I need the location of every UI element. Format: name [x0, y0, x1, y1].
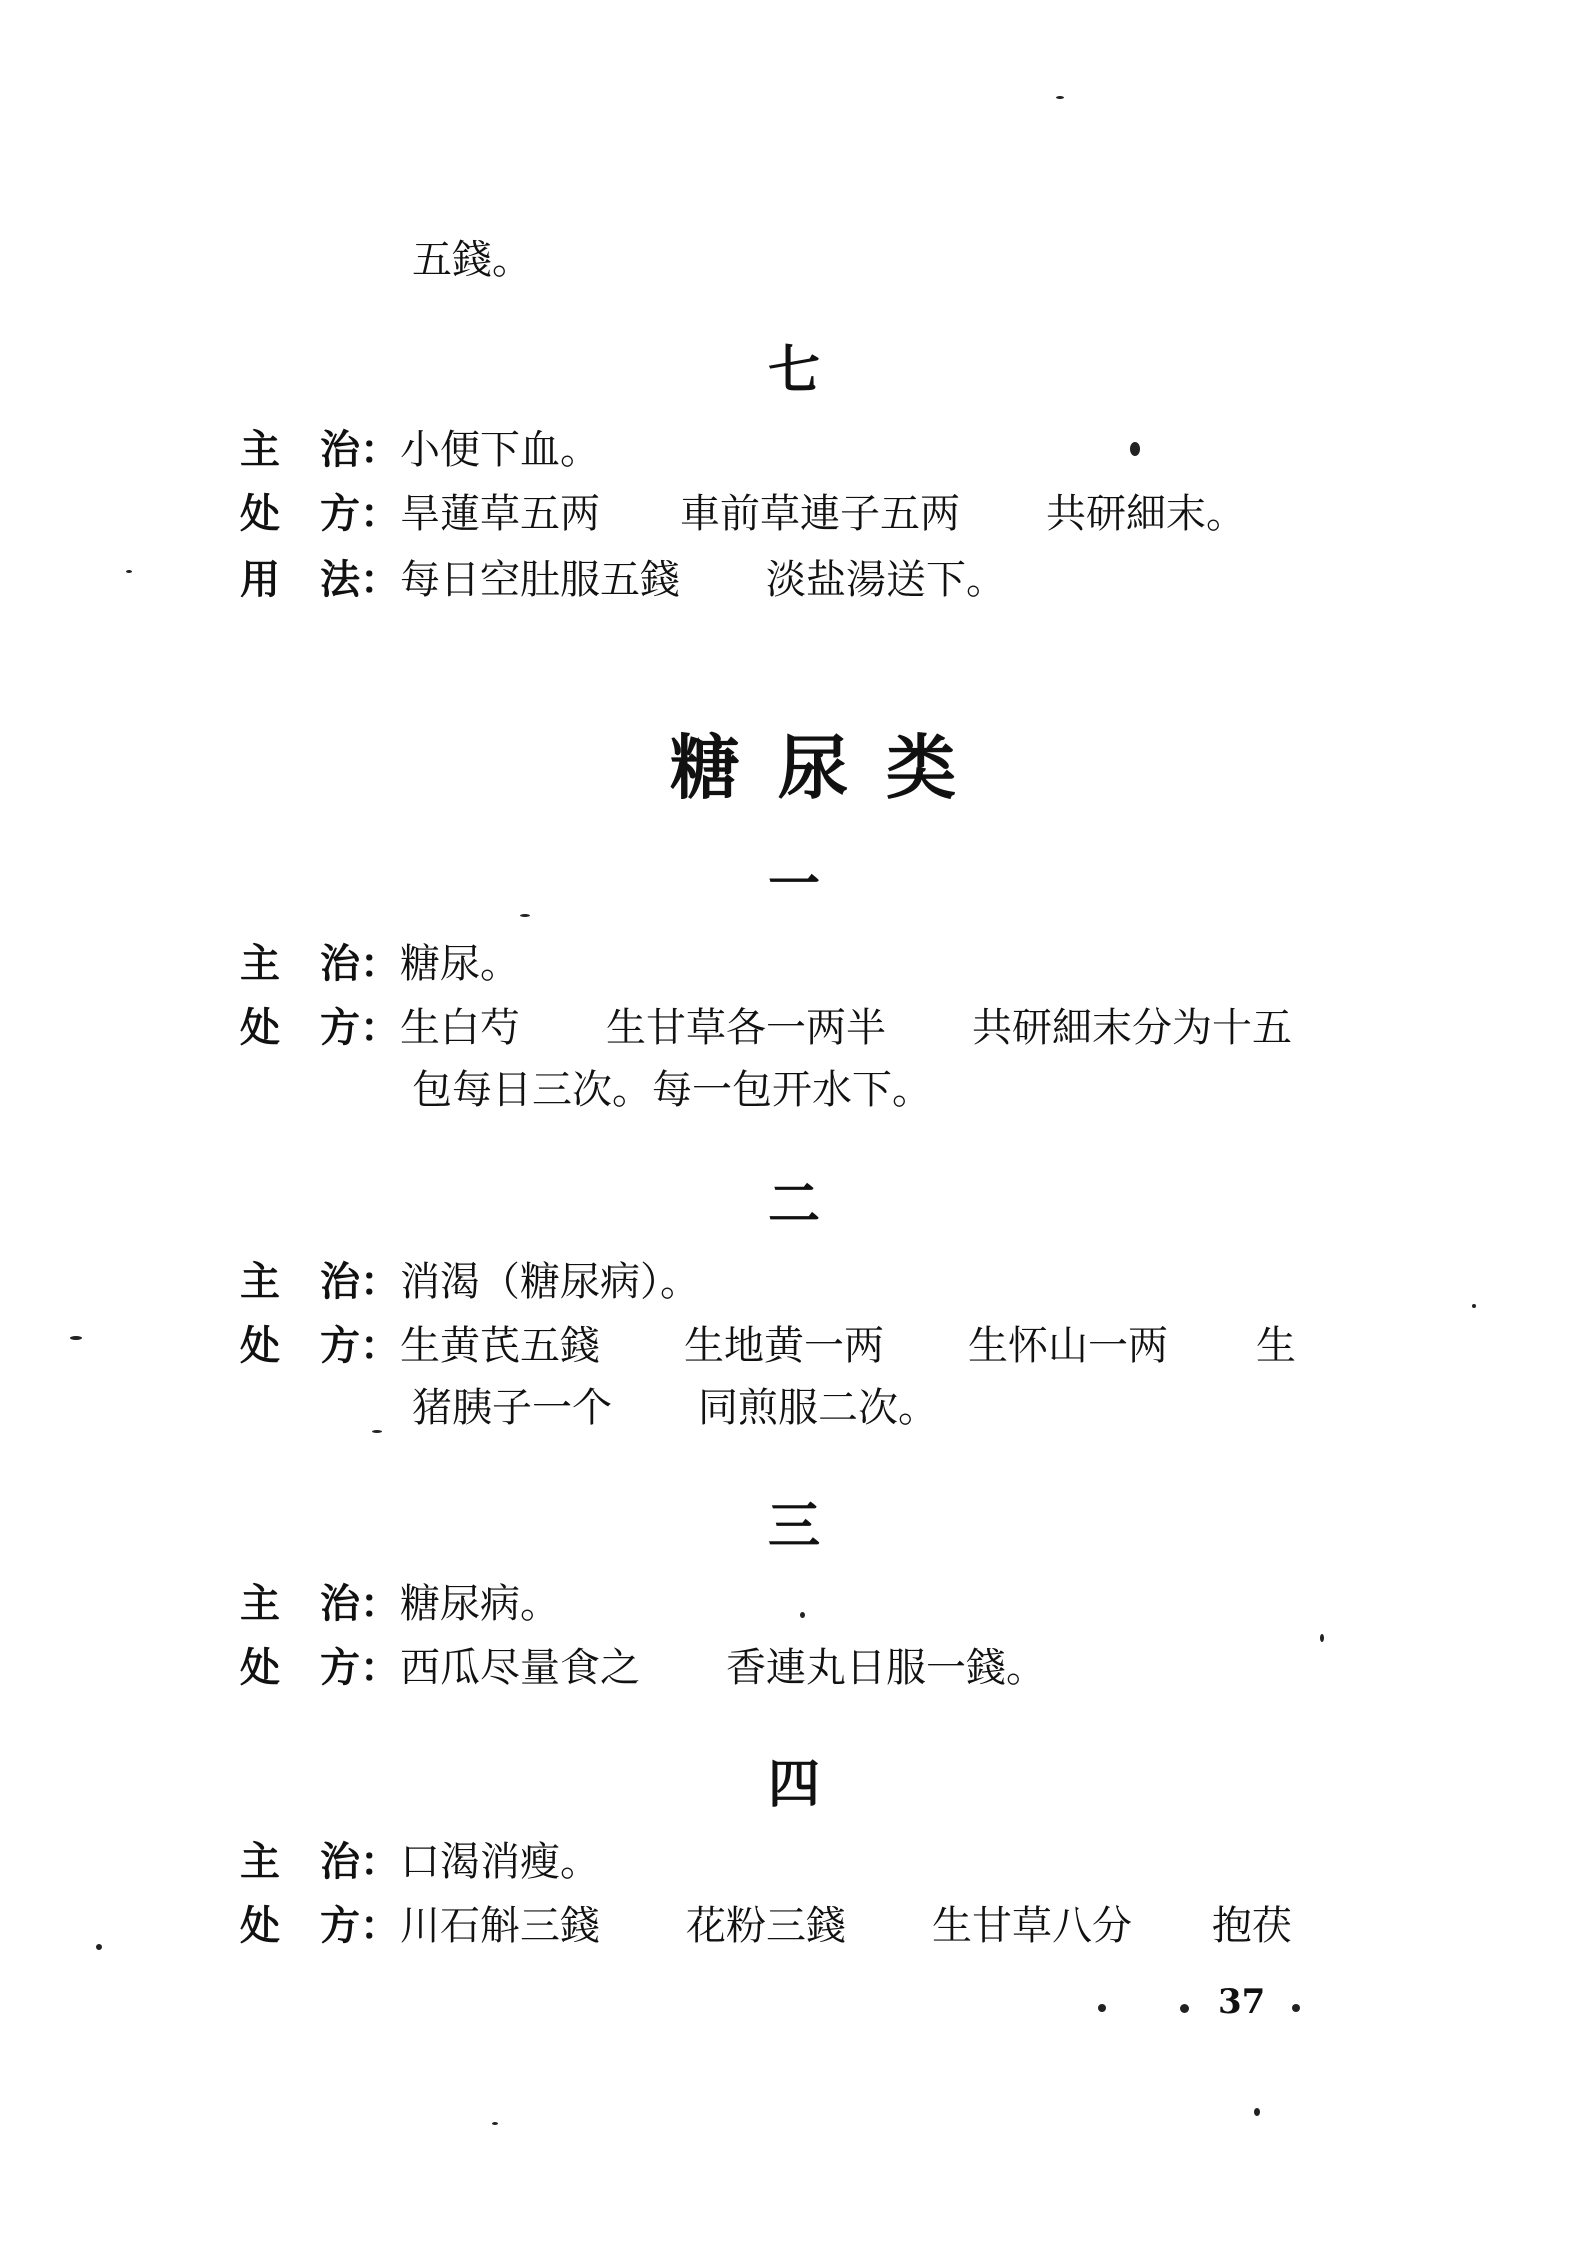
t1-prescription-continued: 包每日三次。每一包开水下。: [412, 1067, 932, 1113]
t1-prescription-row: [240, 1004, 1292, 1052]
ingredient: 抱茯: [1212, 1903, 1292, 1949]
scan-speck: [1098, 2004, 1106, 2012]
usage-label: 用 法：: [240, 557, 400, 603]
ingredient: 川石斛三錢: [400, 1903, 600, 1949]
ingredient: 花粉三錢: [686, 1903, 846, 1949]
indication-label: 主 治：: [240, 1259, 400, 1305]
prescription-number-4: 四: [767, 1755, 820, 1815]
ingredient: 猪胰子一个: [412, 1385, 612, 1431]
indication-text: 糖尿。: [400, 941, 520, 987]
prescription-number-3: 三: [767, 1497, 820, 1557]
scan-speck: [1320, 1634, 1324, 1642]
t3-indication-row: [240, 1580, 560, 1628]
scan-speck: [1292, 2004, 1300, 2012]
indication-text: 小便下血。: [400, 427, 600, 473]
scan-speck: [1472, 1304, 1476, 1308]
usage-text: 每日空肚服五錢: [400, 557, 680, 603]
ingredient: 旱蓮草五两: [400, 491, 600, 537]
preparation-note: 共研細末。: [1046, 491, 1246, 537]
page-number: 37: [1218, 1982, 1266, 2022]
ingredient: 車前草連子五两: [680, 491, 960, 537]
indication-text: 消渴（糖尿病）。: [400, 1259, 700, 1305]
indication-label: 主 治：: [240, 941, 400, 987]
preparation-note: 共研細末分为十五: [972, 1005, 1292, 1051]
scan-speck: [1056, 96, 1064, 99]
scan-speck: [126, 570, 132, 573]
ingredient: 生黄芪五錢: [400, 1323, 600, 1369]
prescription-label: 处 方：: [240, 491, 400, 537]
t3-prescription-row: [240, 1644, 1046, 1692]
prescription-label: 处 方：: [240, 1903, 400, 1949]
continuation-line: 五錢。: [412, 237, 532, 283]
prescription-number-2: 二: [767, 1175, 820, 1235]
ingredient: 生: [1256, 1323, 1296, 1369]
prescription-label: 处 方：: [240, 1005, 400, 1051]
scan-speck: [492, 2122, 498, 2125]
indication-label: 主 治：: [240, 1581, 400, 1627]
indication-text: 糖尿病。: [400, 1581, 560, 1627]
scan-speck: [70, 1336, 82, 1340]
scan-speck: [372, 1430, 382, 1433]
s7-usage-row: [240, 556, 1006, 604]
s7-prescription-row: [240, 490, 1246, 538]
ingredient: 生甘草八分: [932, 1903, 1132, 1949]
ingredient: 生甘草各一两半: [606, 1005, 886, 1051]
scan-speck: [1180, 2004, 1189, 2013]
prescription-number-1: 一: [767, 855, 820, 915]
preparation-note: 同煎服二次。: [698, 1385, 938, 1431]
t4-prescription-row: [240, 1902, 1292, 1950]
ingredient: 西瓜尽量食之: [400, 1645, 640, 1691]
ingredient: 生白芍: [400, 1005, 520, 1051]
indication-label: 主 治：: [240, 427, 400, 473]
usage-text: 淡盐湯送下。: [766, 557, 1006, 603]
indication-text: 口渴消瘦。: [400, 1839, 600, 1885]
scan-speck: [520, 914, 530, 917]
scan-speck: [1254, 2108, 1260, 2116]
indication-label: 主 治：: [240, 1839, 400, 1885]
t2-prescription-continued: [412, 1384, 938, 1432]
scan-speck: [96, 1944, 102, 1950]
t2-indication-row: [240, 1258, 700, 1306]
prescription-label: 处 方：: [240, 1323, 400, 1369]
ingredient: 生怀山一两: [968, 1323, 1168, 1369]
prescription-number-7: 七: [767, 341, 820, 401]
section-title: 糖尿类: [670, 727, 994, 809]
t2-prescription-row: [240, 1322, 1296, 1370]
s7-indication-row: [240, 426, 600, 474]
t4-indication-row: [240, 1838, 600, 1886]
scan-speck: [1130, 442, 1140, 456]
scan-speck: [800, 1612, 805, 1618]
prescription-label: 处 方：: [240, 1645, 400, 1691]
ingredient: 香連丸日服一錢。: [726, 1645, 1046, 1691]
ingredient: 生地黄一两: [684, 1323, 884, 1369]
t1-indication-row: [240, 940, 520, 988]
